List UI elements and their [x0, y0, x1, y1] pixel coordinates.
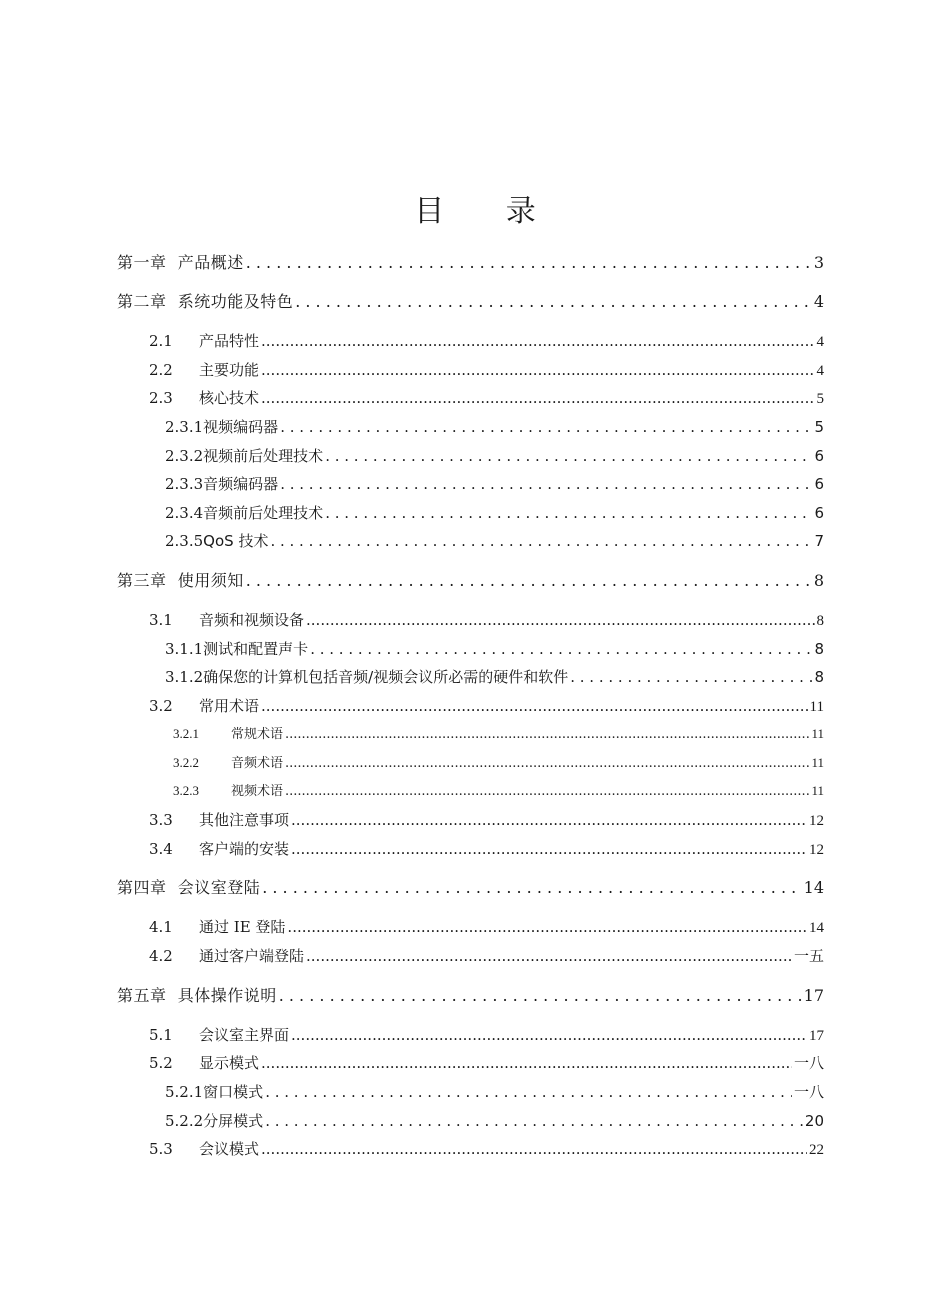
entry-page-number: 4 [816, 334, 824, 350]
dot-leader [291, 1024, 807, 1046]
entry-page-number: 6 [814, 504, 824, 522]
entry-title: 通过 IE 登陆 [199, 918, 286, 936]
entry-title: 其他注意事项 [199, 811, 290, 829]
entry-number: 3.2.3 [173, 783, 199, 798]
entry-title: 产品概述 [177, 253, 244, 272]
entry-page-number: 8 [814, 640, 824, 658]
entry-number: 3.1.2 [165, 668, 204, 686]
dot-leader [261, 1138, 807, 1160]
entry-page-number: 3 [813, 253, 824, 272]
dot-leader [570, 666, 812, 688]
entry-page-number: 17 [809, 1028, 824, 1044]
entry-title: 分屏模式 [203, 1112, 264, 1130]
entry-page-number: 11 [811, 783, 824, 798]
entry-page-number: 一八 [793, 1083, 824, 1101]
entry-number: 5.1 [149, 1026, 173, 1044]
dot-leader [285, 724, 809, 745]
entry-page-number: 5 [816, 391, 824, 407]
entry-page-number: 8 [816, 613, 824, 629]
toc-entry-5-2[interactable] [149, 1052, 824, 1074]
toc-entry-chapter-3[interactable] [117, 570, 824, 592]
entry-page-number: 11 [811, 726, 824, 741]
toc-entry-3-4[interactable] [149, 838, 824, 860]
entry-title: 音频和视频设备 [199, 611, 305, 629]
entry-number: 第四章 [117, 878, 167, 897]
dot-leader [261, 330, 814, 352]
dot-leader [279, 985, 802, 1007]
toc-entry-4-1[interactable] [149, 916, 824, 938]
entry-title: 音频编码器 [203, 475, 279, 493]
entry-page-number: 一五 [793, 949, 824, 965]
entry-page-number: 11 [811, 755, 824, 770]
dot-leader [246, 570, 812, 592]
dot-leader [246, 252, 812, 274]
entry-title: 音频术语 [231, 756, 284, 771]
toc-entry-3-1-2[interactable] [165, 666, 824, 688]
entry-page-number: 11 [809, 699, 824, 715]
entry-title: 视频编码器 [203, 418, 279, 436]
toc-entry-4-2[interactable] [149, 945, 824, 967]
entry-number: 3.4 [149, 840, 173, 858]
entry-number: 4.1 [149, 918, 173, 936]
entry-page-number: 4 [813, 292, 824, 311]
entry-number: 3.2.2 [173, 755, 199, 770]
toc-entry-2-3[interactable] [149, 387, 824, 409]
entry-number: 2.2 [149, 361, 173, 379]
entry-page-number: 20 [804, 1112, 824, 1130]
entry-title: 视频术语 [231, 784, 284, 799]
dot-leader [285, 781, 809, 802]
toc-entry-3-2[interactable] [149, 695, 824, 717]
toc-entry-2-3-3[interactable] [165, 473, 824, 495]
entry-page-number: 14 [809, 920, 824, 936]
entry-title: 核心技术 [199, 389, 260, 407]
entry-number: 第三章 [117, 571, 167, 590]
entry-title: 主要功能 [199, 361, 260, 379]
entry-page-number: 6 [814, 475, 824, 493]
dot-leader [285, 753, 809, 774]
toc-entry-3-2-1[interactable] [173, 723, 824, 745]
entry-title: 会议模式 [199, 1140, 260, 1158]
entry-number: 第一章 [117, 253, 167, 272]
dot-leader [291, 838, 807, 860]
entry-page-number: 4 [816, 363, 824, 379]
toc-title: 目 录 [414, 194, 562, 229]
entry-number: 2.3.3 [165, 475, 204, 493]
entry-page-number: 5 [814, 418, 824, 436]
toc-entry-chapter-2[interactable] [117, 291, 824, 313]
toc-entry-5-2-2[interactable] [165, 1110, 824, 1132]
entry-page-number: 8 [814, 668, 824, 686]
entry-page-number: 12 [809, 842, 824, 858]
entry-number: 5.3 [149, 1140, 173, 1158]
dot-leader [325, 502, 812, 524]
dot-leader [280, 473, 812, 495]
toc-entry-chapter-5[interactable] [117, 985, 824, 1007]
toc-entry-2-3-4[interactable] [165, 502, 824, 524]
entry-number: 3.1.1 [165, 640, 204, 658]
entry-number: 第五章 [117, 986, 167, 1005]
entry-number: 4.2 [149, 947, 173, 965]
dot-leader [310, 638, 812, 660]
entry-page-number: 12 [809, 813, 824, 829]
entry-number: 5.2.1 [165, 1083, 204, 1101]
entry-number: 3.3 [149, 811, 173, 829]
entry-number: 5.2 [149, 1054, 173, 1072]
entry-title: 音频前后处理技术 [203, 504, 324, 522]
entry-title: 会议室登陆 [177, 878, 261, 897]
toc-entry-2-1[interactable] [149, 330, 824, 352]
entry-number: 2.3.4 [165, 504, 204, 522]
toc-entry-3-2-2[interactable] [173, 752, 824, 774]
toc-entry-3-1[interactable] [149, 609, 824, 631]
entry-page-number: 6 [814, 447, 824, 465]
toc-entry-2-3-1[interactable] [165, 416, 824, 438]
dot-leader [262, 877, 801, 899]
entry-page-number: 8 [813, 571, 824, 590]
toc-entry-5-2-1[interactable] [165, 1081, 824, 1103]
entry-page-number: 17 [803, 986, 824, 1005]
toc-entry-3-1-1[interactable] [165, 638, 824, 660]
entry-title: 窗口模式 [203, 1083, 264, 1101]
toc-entry-5-1[interactable] [149, 1024, 824, 1046]
entry-title: 测试和配置声卡 [203, 640, 309, 658]
entry-page-number: 7 [814, 532, 824, 550]
dot-leader [306, 945, 792, 967]
dot-leader [265, 1081, 792, 1103]
toc-entry-3-2-3[interactable] [173, 780, 824, 802]
dot-leader [280, 416, 812, 438]
entry-title: 会议室主界面 [199, 1026, 290, 1044]
entry-title: 显示模式 [199, 1054, 260, 1072]
entry-title: 客户端的安装 [199, 840, 290, 858]
dot-leader [270, 530, 812, 552]
toc-entry-chapter-4[interactable] [117, 877, 824, 899]
entry-title: 常用术语 [199, 697, 260, 715]
entry-number: 3.1 [149, 611, 173, 629]
entry-title: 视频前后处理技术 [203, 447, 324, 465]
entry-number: 第二章 [117, 292, 167, 311]
entry-title: 通过客户端登陆 [199, 947, 305, 965]
toc-entry-2-3-5[interactable] [165, 530, 824, 552]
dot-leader [291, 809, 807, 831]
dot-leader [261, 387, 814, 409]
entry-page-number: 14 [803, 878, 824, 897]
entry-title: 具体操作说明 [177, 986, 277, 1005]
entry-title: 常规术语 [231, 727, 284, 742]
dot-leader [261, 695, 808, 717]
entry-title: 确保您的计算机包括音频/视频会议所必需的硬件和软件 [203, 668, 569, 686]
entry-number: 2.3.1 [165, 418, 204, 436]
entry-number: 2.3 [149, 389, 173, 407]
toc-entry-5-3[interactable] [149, 1138, 824, 1160]
entry-number: 3.2.1 [173, 726, 199, 741]
entry-number: 3.2 [149, 697, 173, 715]
dot-leader [306, 609, 814, 631]
entry-number: 2.3.5 [165, 532, 204, 550]
dot-leader [287, 916, 807, 938]
dot-leader [325, 445, 812, 467]
entry-number: 2.1 [149, 332, 173, 350]
dot-leader [261, 359, 814, 381]
dot-leader [261, 1052, 792, 1074]
entry-page-number: 22 [809, 1142, 824, 1158]
toc-entry-2-2[interactable] [149, 359, 824, 381]
toc-entry-2-3-2[interactable] [165, 445, 824, 467]
entry-title: QoS 技术 [203, 532, 269, 550]
entry-title: 使用须知 [177, 571, 244, 590]
toc-entry-chapter-1[interactable] [117, 252, 824, 274]
entry-number: 5.2.2 [165, 1112, 204, 1130]
entry-title: 产品特性 [199, 332, 260, 350]
dot-leader [295, 291, 812, 313]
toc-entry-3-3[interactable] [149, 809, 824, 831]
entry-number: 2.3.2 [165, 447, 204, 465]
entry-title: 系统功能及特色 [177, 292, 294, 311]
entry-page-number: 一八 [793, 1056, 824, 1072]
dot-leader [265, 1110, 803, 1132]
